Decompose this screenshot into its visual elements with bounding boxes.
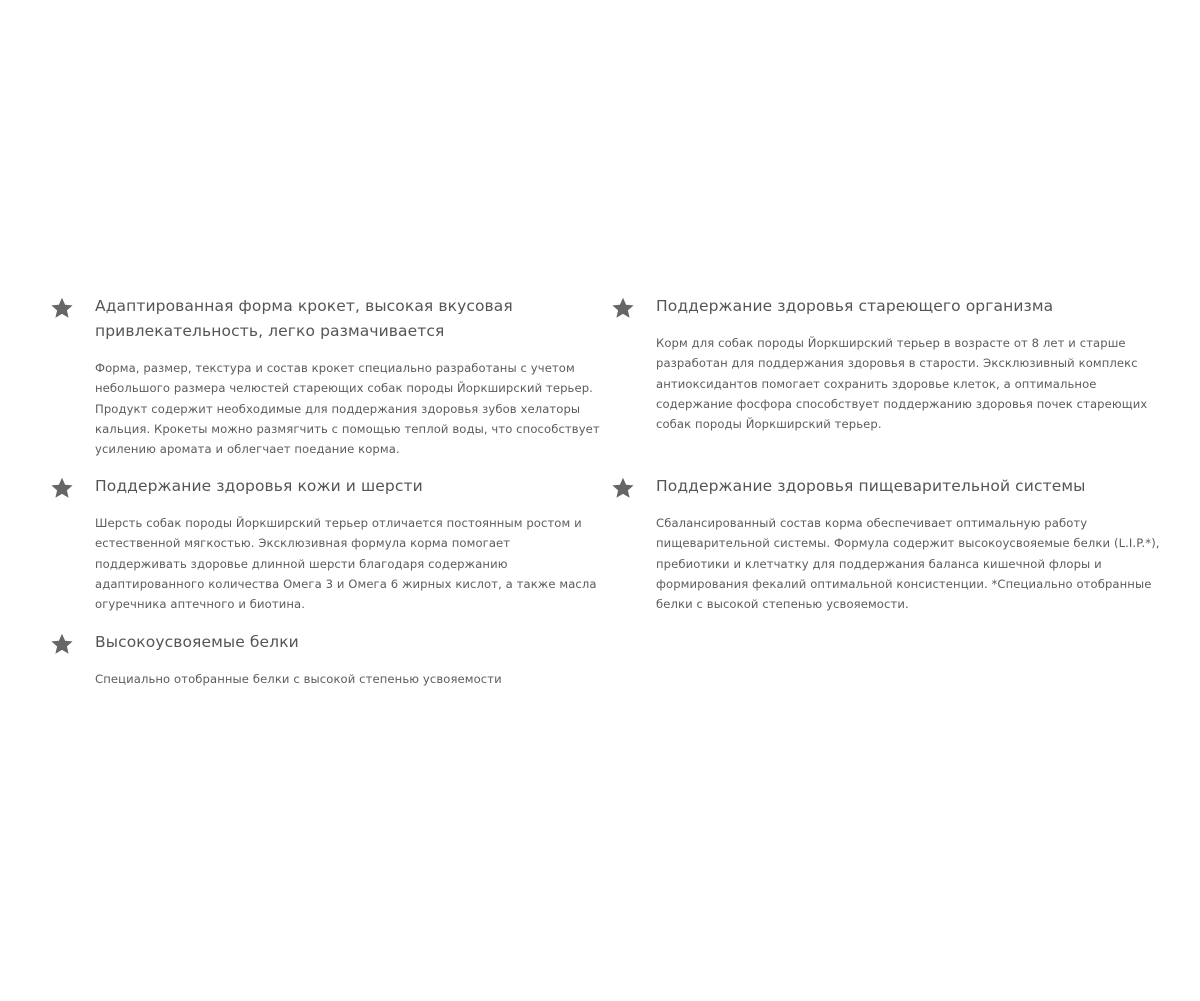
- star-icon: [50, 296, 74, 320]
- star-icon: [611, 476, 635, 500]
- star-icon: [611, 296, 635, 320]
- benefit-item-digestion: [656, 474, 1166, 614]
- benefit-title: Поддержание здоровья кожи и шерсти: [95, 477, 423, 495]
- benefit-text: Специально отобранные белки с высокой степенью усвояемости: [95, 672, 502, 686]
- benefit-item-aging: [656, 294, 1166, 434]
- benefit-item-crokets: [95, 294, 605, 459]
- benefit-text: Шерсть собак породы Йоркширский терьер отличается постоянным ростом и естественной мягкостью. Эксклюзивная формула корма помогает поддерживать здоровье длинной шерсти благодаря содержанию адаптированного количества Омега 3 и Омега 6 жирных кислот, а также масла огуречника аптечного и биотина.: [95, 516, 597, 612]
- benefit-title: Адаптированная форма крокет, высокая вкусовая привлекательность, легко размачивается: [95, 297, 513, 340]
- star-icon: [50, 632, 74, 656]
- benefit-text: Сбалансированный состав корма обеспечивает оптимальную работу пищеварительной системы. Формула содержит высокоусвояемые белки (L.I.P.*), пребиотики и клетчатку для поддержания баланса кишечной флоры и формирования фекалий оптимальной консистенции. *Специально отобранные белки с высокой степенью усвояемости.: [656, 516, 1160, 612]
- benefit-text: Форма, размер, текстура и состав крокет специально разработаны с учетом небольшого размера челюстей стареющих собак породы Йоркширский терьер. Продукт содержит необходимые для поддержания здоровья зубов хелаторы кальция. Крокеты можно размягчить с помощью теплой воды, что способствует усилению аромата и облегчает поедание корма.: [95, 361, 600, 457]
- benefit-text: Корм для собак породы Йоркширский терьер в возрасте от 8 лет и старше разработан для поддержания здоровья в старости. Эксклюзивный комплекс антиоксидантов помогает сохранить здоровье клеток, а оптимальное содержание фосфора способствует поддержанию здоровья почек стареющих собак породы Йоркширский терьер.: [656, 336, 1148, 432]
- benefit-item-skin-coat: [95, 474, 605, 614]
- benefit-title: Поддержание здоровья стареющего организма: [656, 297, 1054, 315]
- star-icon: [50, 476, 74, 500]
- benefit-title: Поддержание здоровья пищеварительной системы: [656, 477, 1086, 495]
- benefit-title: Высокоусвояемые белки: [95, 633, 299, 651]
- benefit-item-proteins: [95, 630, 605, 689]
